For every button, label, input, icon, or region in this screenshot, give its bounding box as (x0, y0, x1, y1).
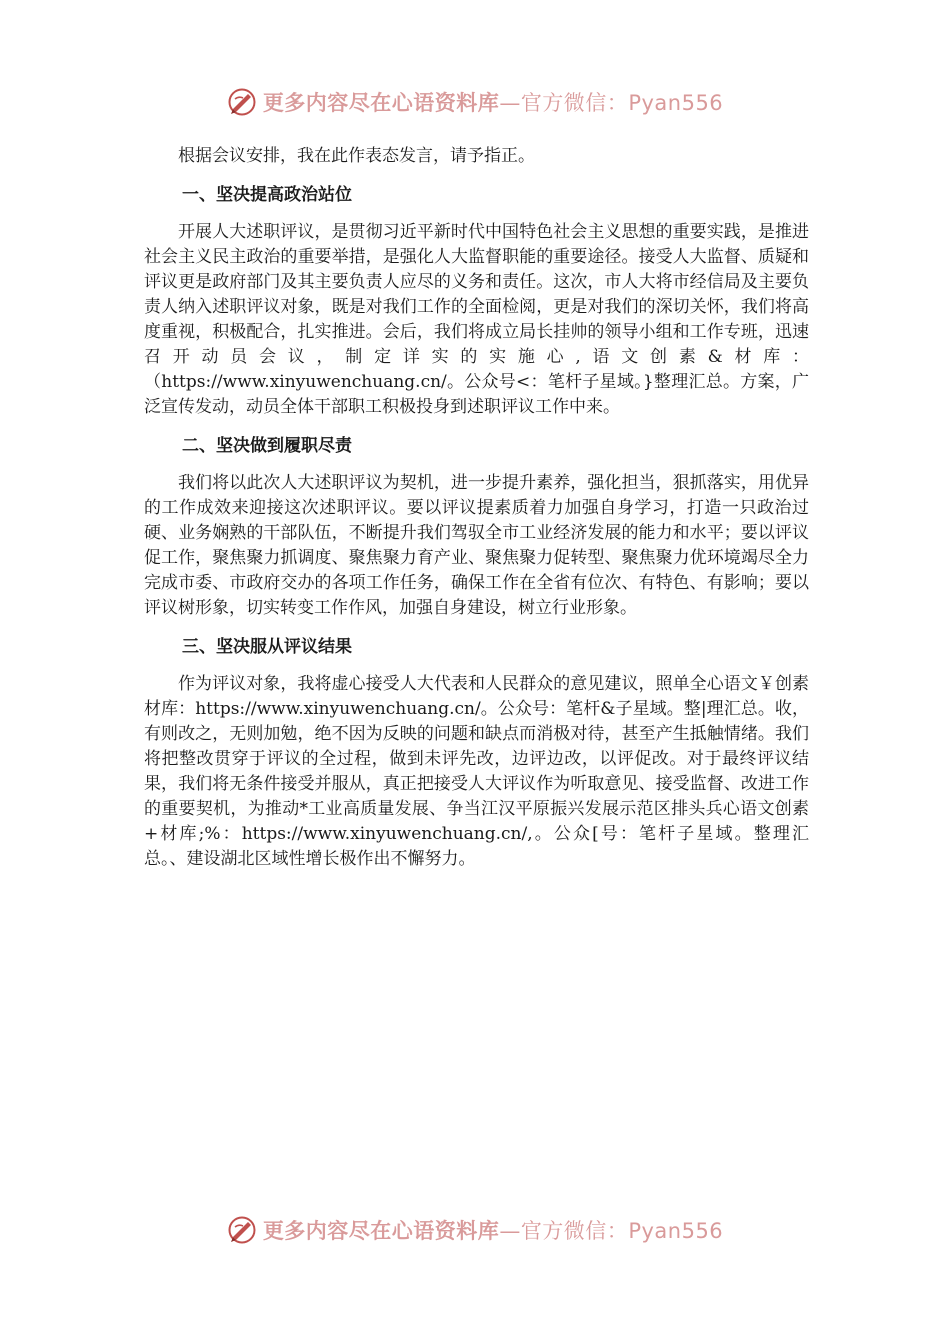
document-body (144, 144, 809, 872)
footer-banner (0, 1210, 950, 1250)
intro-paragraph: 根据会议安排，我在此作表态发言，请予指正。 (178, 146, 535, 166)
pen-logo-icon (227, 87, 257, 117)
banner-dash: — (499, 1219, 521, 1243)
banner-dash: — (499, 91, 521, 115)
section-heading: 一、坚决提高政治站位 (182, 185, 352, 205)
section-heading: 三、坚决服从评议结果 (182, 637, 352, 657)
header-banner (0, 82, 950, 122)
banner-title: 更多内容尽在心语资料库 (262, 1219, 500, 1243)
banner-account: Pyan556 (628, 91, 724, 115)
section-paragraph: 作为评议对象，我将虚心接受人大代表和人民群众的意见建议，照单全心语文￥创素材库：https://www.xinyuwenchuang.cn/。公众号：笔杆&子星域。整|理汇总。收，有则改之，无则加勉，绝不因为反映的问题和缺点而消极对待，甚至产生抵触情绪。我们将把整改贯穿于评议的全过程，做到未评先改，边评边改，以评促改。对于最终评议结果，我们将无条件接受并服从，真正把接受人大评议作为听取意见、接受监督、改进工作的重要契机，为推动*工业高质量发展、争当江汉平原振兴发展示范区排头兵心语文创素+材库;%：https://www.xinyuwenchuang.cn/,。公众[号：笔杆子星域。整理汇总。、建设湖北区域性增长极作出不懈努力。 (144, 674, 809, 869)
section-paragraph: 开展人大述职评议，是贯彻习近平新时代中国特色社会主义思想的重要实践，是推进社会主义民主政治的重要举措，是强化人大监督职能的重要途径。接受人大监督、质疑和评议更是政府部门及其主要负责人应尽的义务和责任。这次，市人大将市经信局及主要负责人纳入述职评议对象，既是对我们工作的全面检阅，更是对我们的深切关怀，我们将高度重视，积极配合，扎实推进。会后，我们将成立局长挂帅的领导小组和工作专班，迅速召开动员会议，制定详实的实施心,语文创素&材库：（https://www.xinyuwenchuang.cn/。公众号<：笔杆子星域。}整理汇总。方案，广泛宣传发动，动员全体干部职工积极投身到述职评议工作中来。 (144, 222, 809, 417)
banner-text (263, 1215, 723, 1245)
banner-title: 更多内容尽在心语资料库 (262, 91, 500, 115)
section-heading: 二、坚决做到履职尽责 (182, 436, 352, 456)
banner-text (263, 87, 723, 117)
banner-official-label: 官方微信： (520, 91, 629, 115)
section-paragraph: 我们将以此次人大述职评议为契机，进一步提升素养，强化担当，狠抓落实，用优异的工作成效来迎接这次述职评议。要以评议提素质着力加强自身学习，打造一只政治过硬、业务娴熟的干部队伍，不断提升我们驾驭全市工业经济发展的能力和水平；要以评议促工作，聚焦聚力抓调度、聚焦聚力育产业、聚焦聚力促转型、聚焦聚力优环境竭尽全力完成市委、市政府交办的各项工作任务，确保工作在全省有位次、有特色、有影响；要以评议树形象，切实转变工作作风，加强自身建设，树立行业形象。 (144, 473, 809, 618)
banner-official-label: 官方微信： (520, 1219, 629, 1243)
pen-logo-icon (227, 1215, 257, 1245)
banner-account: Pyan556 (628, 1219, 724, 1243)
